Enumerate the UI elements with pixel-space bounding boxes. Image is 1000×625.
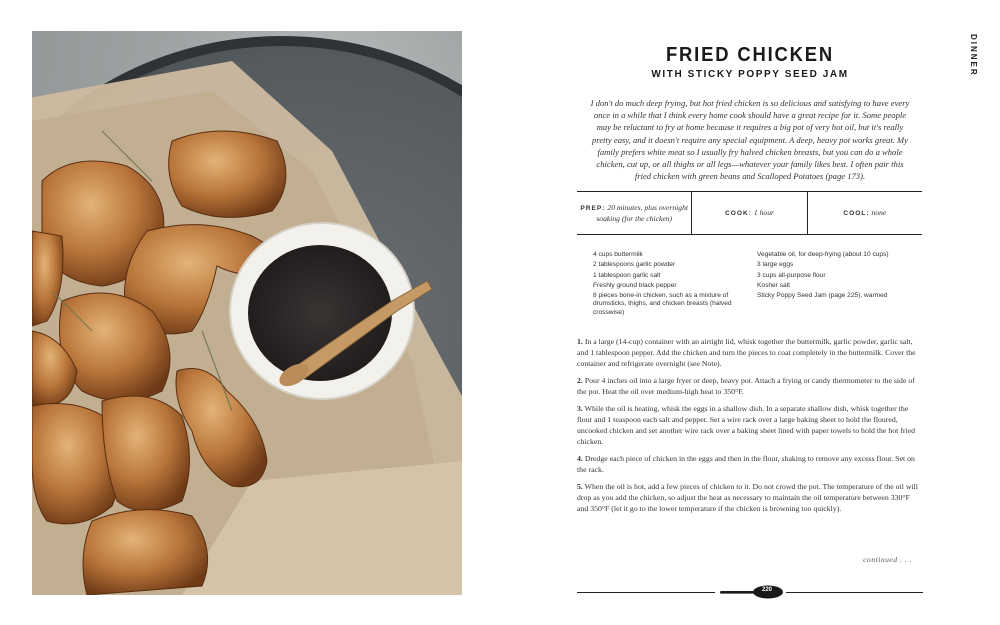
step-text: While the oil is heating, whisk the eggs in a shallow dish. In a separate shallow dish, whisk together the flour and 1 teaspoon each salt and pepper. Set a wire rack over a large baking sheet to hold the floured, uncooked chicken and set another wire rack over a baking sheet lined with paper towels to hold the hot fried chicken. (577, 403, 915, 447)
step-text: Pour 4 inches oil into a large fryer or deep, heavy pot. Attach a frying or candy thermometer to the side of the pot. Heat the oil over medium-high heat to 350°F. (577, 376, 915, 397)
ingredient-item: 3 large eggs (757, 261, 794, 269)
recipe-intro: I don't do much deep frying, but hot fried chicken is so delicious and satisfying to have every once in a while that I think every home cook should have a great recipe for it. Some people may be reluctant to fry at home because it requires a big pot of very hot oil, but it's really pretty easy, and it doesn't require any special equipment. A deep, heavy pot works great. My family prefers white meat so I usually fry halved chicken breasts, but you can do a whole chicken, cut up, or all thighs or all legs—whatever your family likes best. I often pair this fried chicken with green beans and Scalloped Potatoes (page 173). (590, 98, 910, 182)
step-number: 1. (577, 337, 583, 346)
cool-value: none (871, 207, 887, 217)
section-tab: DINNER (969, 34, 978, 77)
prep-time-cell (577, 192, 691, 234)
cook-time-cell (691, 192, 806, 234)
ingredient-item: Kosher salt (757, 281, 790, 289)
step (577, 453, 923, 475)
step-text: Dredge each piece of chicken in the eggs and then in the flour, shaking to remove any excess flour. Set on the rack. (577, 454, 915, 475)
recipe-title: FRIED CHICKEN (665, 44, 835, 66)
step-number: 3. (577, 403, 583, 413)
step-text: When the oil is hot, add a few pieces of chicken to it. Do not crowd the pot. The temperature of the oil will drop as you add the chicken, so adjust the heat as necessary to maintain the oil temperature between 330°F and 350°F (let it go to the lower temperature if the chicken is browning too quickly). (577, 481, 918, 514)
ingredients-column-1 (593, 250, 741, 317)
continued-note: continued . . . (863, 555, 912, 564)
step (577, 403, 923, 448)
ingredient-item: 4 cups buttermilk (593, 251, 643, 258)
ingredient-item: Freshly ground black pepper (593, 281, 677, 289)
ingredient-item: 1 tablespoon garlic salt (593, 271, 661, 279)
step (577, 375, 923, 397)
fried-chicken-photo-image (32, 31, 462, 595)
footer-rule-left (577, 592, 715, 593)
ingredients-column-2 (757, 250, 923, 317)
timing-table (577, 191, 922, 235)
step (577, 336, 923, 370)
ingredient-item: Vegetable oil, for deep-frying (about 10 cups) (757, 251, 889, 258)
cook-label: COOK: (725, 209, 752, 217)
step-number: 4. (577, 454, 583, 463)
recipe-subtitle: WITH STICKY POPPY SEED JAM (651, 69, 849, 80)
footer-rule-right (786, 592, 923, 593)
ingredient-item: 8 pieces bone-in chicken, such as a mixture of drumsticks, thighs, and chicken breasts (halved crosswise) (593, 292, 732, 316)
cook-value: 1 hour (753, 207, 774, 217)
cool-label: COOL: (843, 209, 870, 217)
ingredient-item: 3 cups all-purpose flour (757, 271, 826, 279)
step-number: 2. (577, 376, 583, 385)
page-number: 220 (761, 587, 772, 593)
step (577, 481, 923, 515)
prep-label: PREP: (580, 204, 606, 212)
prep-value: 20 minutes, plus overnight soaking (for the chicken) (596, 202, 688, 223)
ingredient-item: Sticky Poppy Seed Jam (page 225), warmed (757, 292, 888, 300)
ingredient-item: 2 tablespoons garlic powder (593, 261, 676, 269)
step-text: In a large (14-cup) container with an airtight lid, whisk together the buttermilk, garlic powder, garlic salt, and 1 tablespoon pepper. Add the chicken and turn the pieces to coat completely in the buttermilk. Cover the container and refrigerate overnight (see Note). (577, 337, 916, 369)
method-steps (577, 336, 923, 520)
step-number: 5. (577, 481, 583, 491)
cool-time-cell (807, 192, 922, 234)
ingredients-list (593, 250, 923, 317)
recipe-photo (32, 31, 462, 595)
